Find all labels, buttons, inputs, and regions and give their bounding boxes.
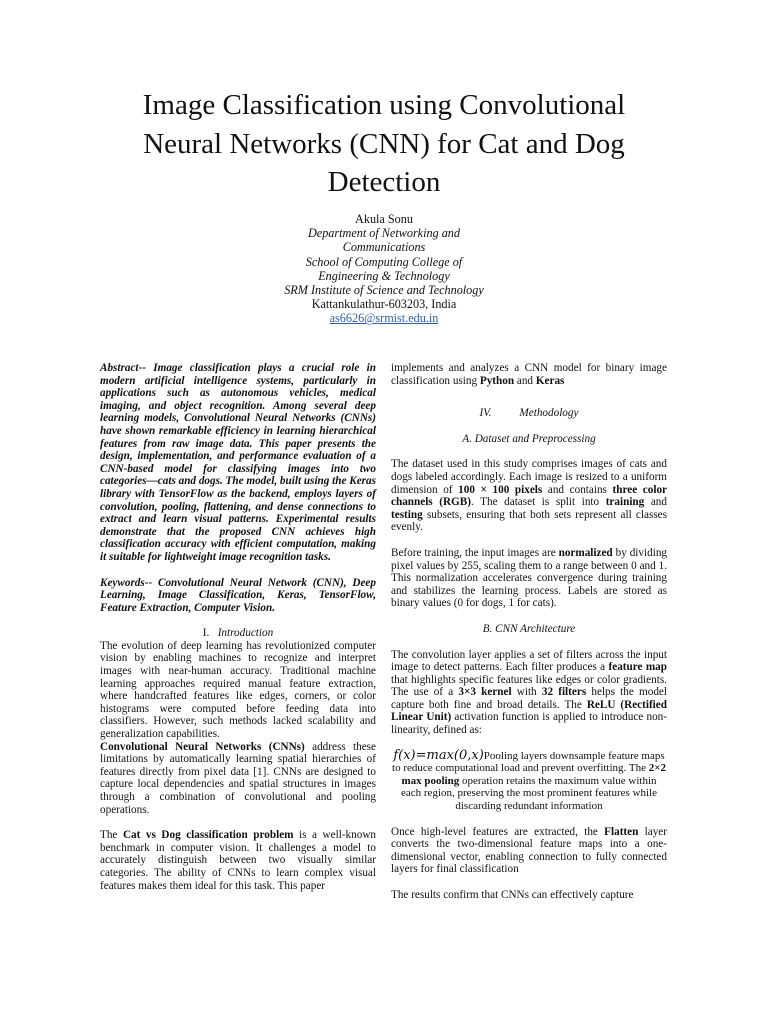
relu-formula-paragraph: f(x)=max(0,x)Pooling layers downsample feature maps to reduce computational load and prevent overfitting. The 2×2 max pooling operation retains the maximum value within each region, preserving the most prominent features while discarding redundant information (392, 747, 666, 813)
paper-title: Image Classification using Convolutional Neural Networks (CNN) for Cat and Dog Detection (142, 89, 626, 198)
author-name: Akula Sonu (355, 212, 413, 226)
architecture-paragraph-1: The convolution layer applies a set of filters across the input image to detect patterns. Each filter produces a feature map that highlights specific features like edges or color gradients. The use of a 3×3 kernel with 32 filters helps the model capture both fine and broad details. The ReLU (Rectified Linear Unit) activation function is applied to introduce non-linearity, defined as: (391, 648, 668, 737)
intro-paragraph-3: The Cat vs Dog classification problem is a well-known benchmark in computer vision. It challenges a model to accurately distinguish between two visually similar categories. The ability of CNNs to learn complex visual features makes them ideal for this task. This paper (100, 829, 376, 892)
left-column (100, 362, 376, 892)
author-location: Kattankulathur-603203, India (311, 297, 457, 312)
intro-paragraph-1: The evolution of deep learning has revolutionized computer vision by enabling machines to recognize and interpret images with near-human accuracy. Traditional machine learning approaches required manual feature extraction, where handcrafted features like edges, corners, or color histograms were computed before feeding data into classifiers. However, such methods lacked scalability and generalization capabilities. (100, 639, 376, 741)
dataset-paragraph-2: Before training, the input images are normalized by dividing pixel values by 255, scaling them to a range between 0 and 1. This normalization accelerates convergence during training and stabilizes the learning process. Labels are stored as binary values (0 for dogs, 1 for cats). (391, 546, 668, 610)
section-heading-methodology: IV. Methodology (479, 407, 579, 420)
relu-formula: f(x)=max(0,x) (393, 747, 484, 763)
subsection-dataset: A. Dataset and Preprocessing (462, 432, 596, 445)
author-department: Department of Networking and Communications (308, 226, 460, 255)
subsection-cnn-architecture: B. CNN Architecture (482, 622, 576, 635)
results-paragraph: The results confirm that CNNs can effectively capture (391, 889, 634, 901)
abstract: Abstract-- Image classification plays a crucial role in modern artificial intelligence systems, particularly in applications such as autonomous vehicles, medical imaging, and object recognition. Among several deep learning models, Convolutional Neural Networks (CNNs) have shown remarkable efficiency in learning hierarchical features from raw image data. This paper presents the design, implementation, and performance evaluation of a CNN-based model for classifying images into two categories—cats and dogs. The model, built using the Keras library with TensorFlow as the backend, employs layers of convolution, pooling, flattening, and dense connections to extract and learn visual patterns. Experimental results demonstrate that the proposed CNN achieves high classification accuracy with efficient computation, making it suitable for lightweight image recognition tasks. (100, 362, 376, 563)
author-school: School of Computing College of Engineering & Technology (305, 254, 463, 283)
right-column (391, 362, 667, 902)
section-heading-introduction: I. Introduction (202, 627, 274, 640)
author-email-link[interactable]: as6626@srmist.edu.in (329, 311, 439, 326)
intro-continuation: implements and analyzes a CNN model for binary image classification using Python and Keras (391, 362, 667, 387)
intro-paragraph-2: Convolutional Neural Networks (CNNs) address these limitations by automatically learning spatial hierarchies of features directly from pixel data [1]. CNNs are designed to capture local dependencies and spatial structures in images through a combination of convolutional and pooling operations. (100, 740, 376, 816)
author-institute: SRM Institute of Science and Technology (284, 283, 484, 298)
keywords: Keywords-- Convolutional Neural Network (CNN), Deep Learning, Image Classification, Keras, TensorFlow, Feature Extraction, Computer Vision. (100, 576, 376, 614)
author-block (284, 212, 484, 326)
dataset-paragraph-1: The dataset used in this study comprises images of cats and dogs labeled accordingly. Each image is resized to a uniform dimension of 100 × 100 pixels and contains three color channels (RGB). The dataset is split into training and testing subsets, ensuring that both sets represent all classes evenly. (391, 458, 668, 534)
flatten-paragraph: Once high-level features are extracted, the Flatten layer converts the two-dimensional feature maps into a one-dimensional vector, enabling connection to fully connected layers for final classification (391, 825, 667, 876)
